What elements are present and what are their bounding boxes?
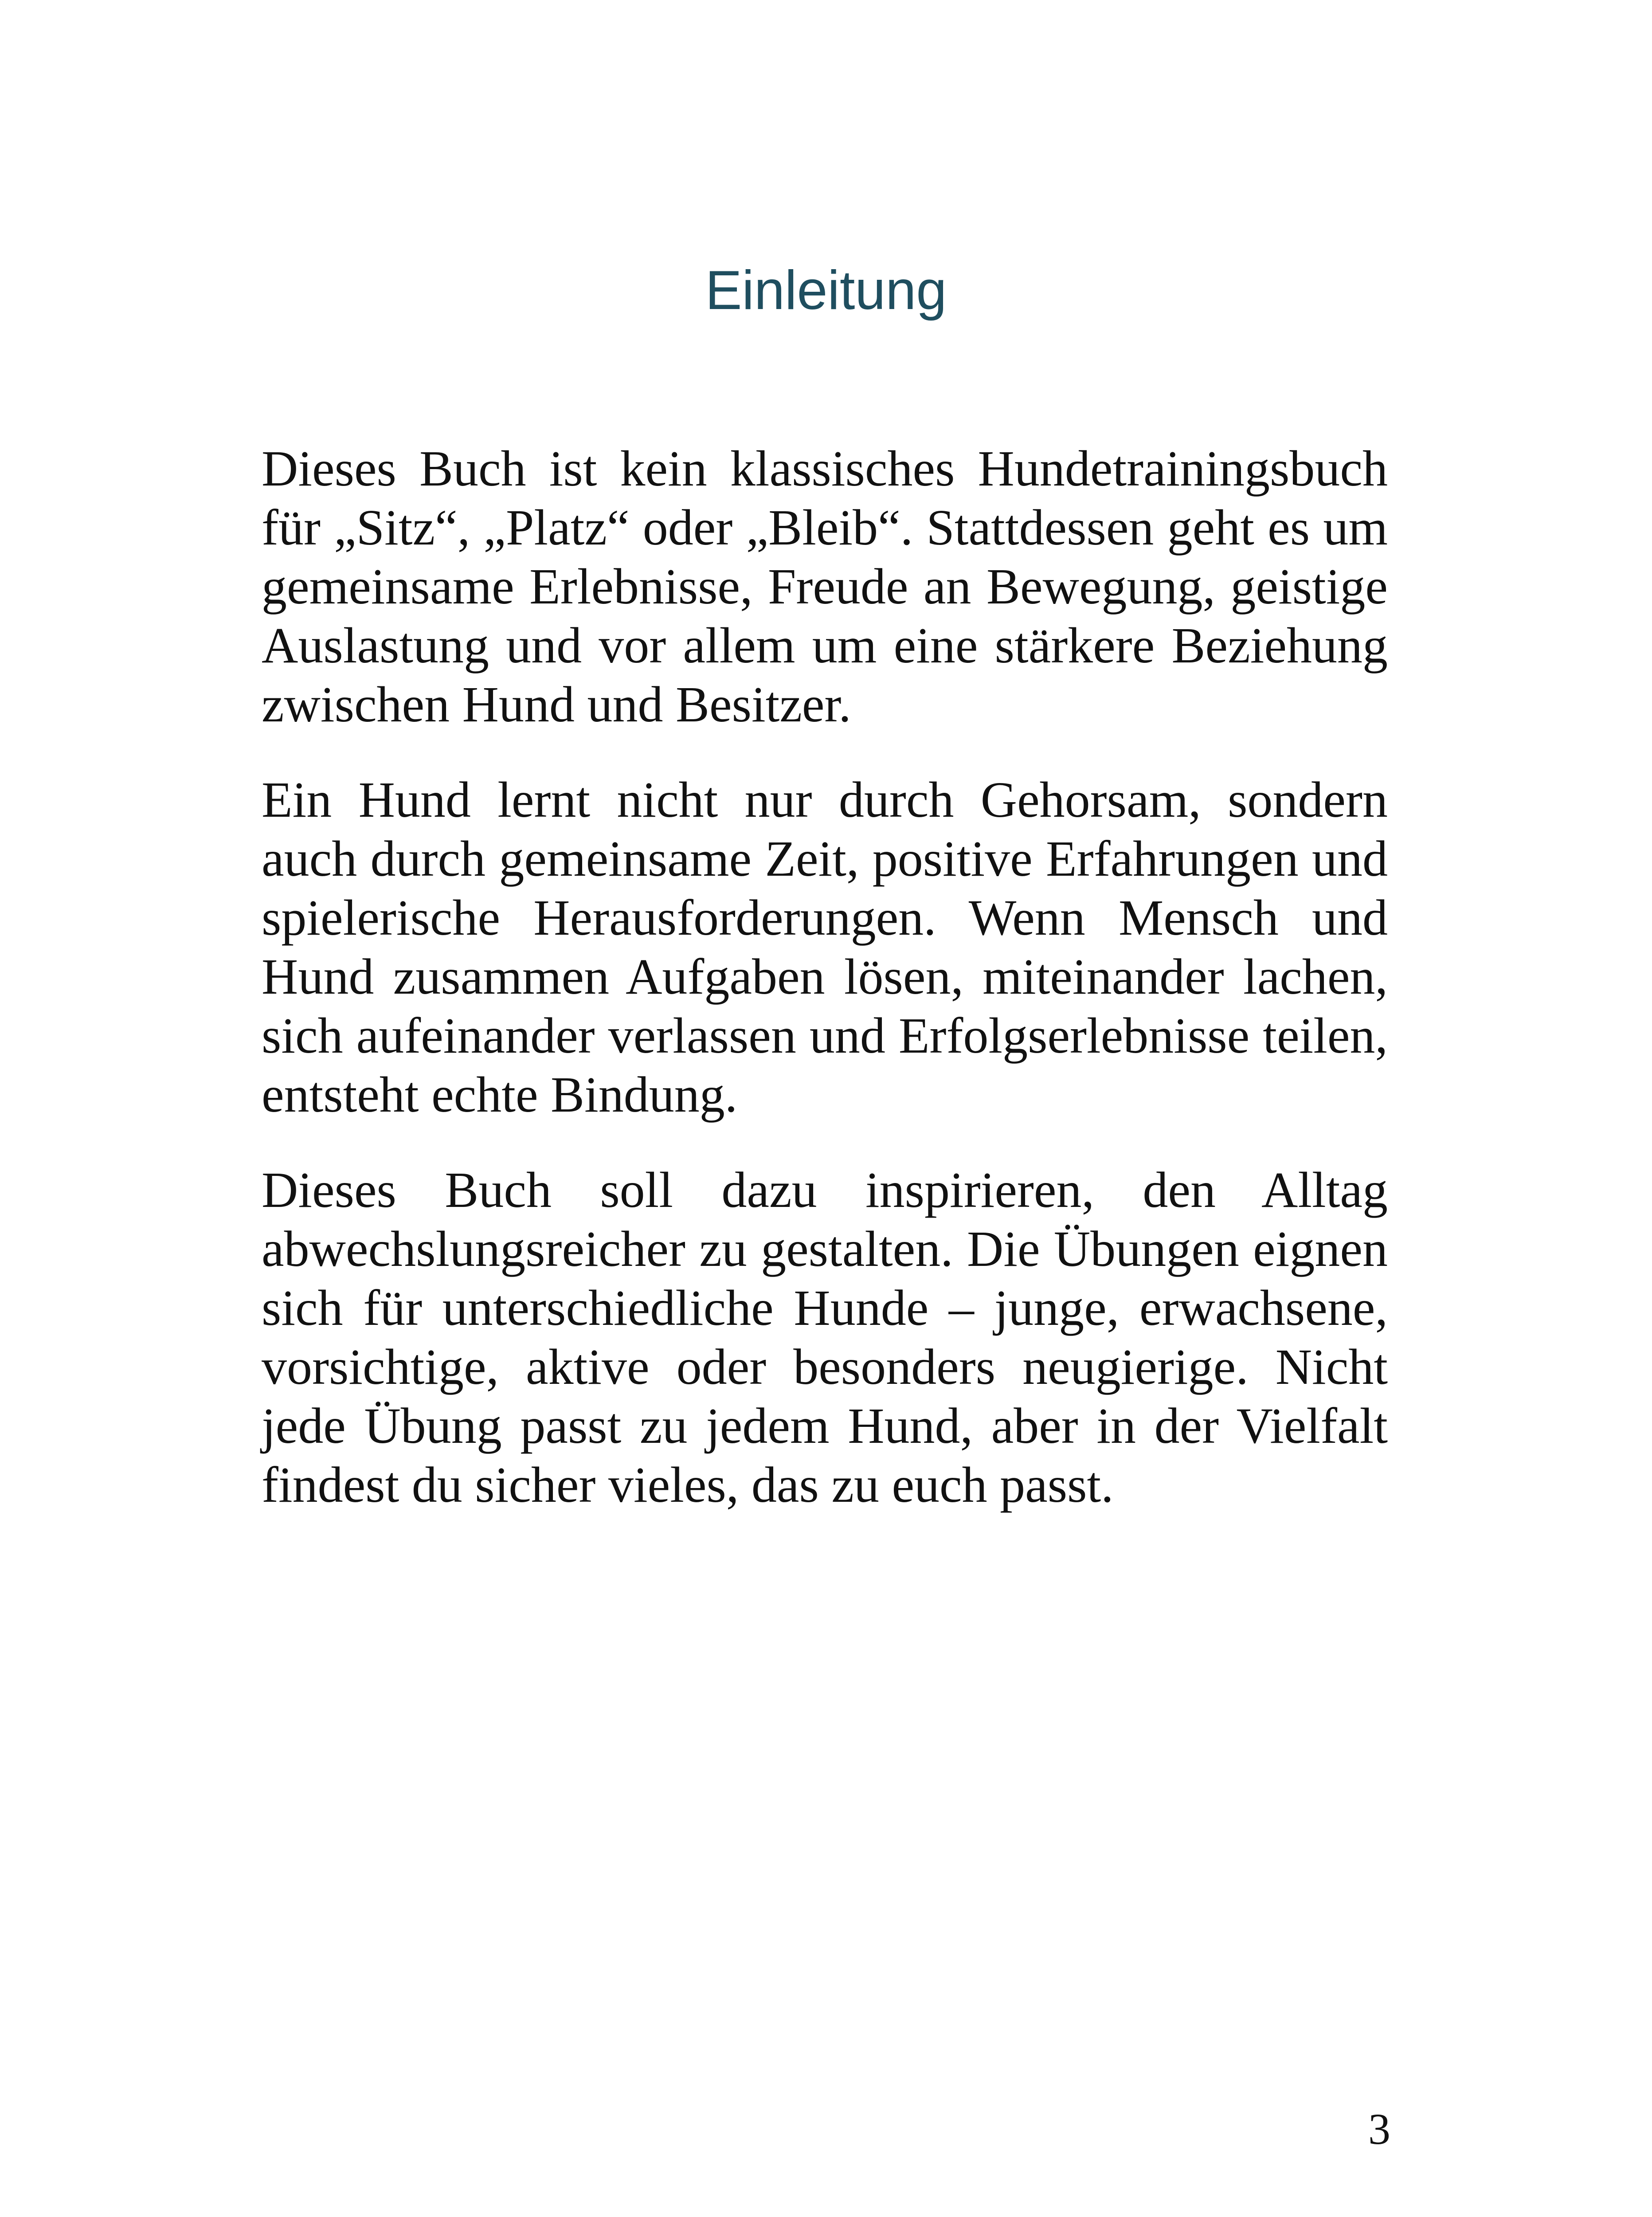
page-number: 3: [1368, 2104, 1390, 2154]
body-text: [262, 439, 1388, 1551]
chapter-title: Einleitung: [705, 260, 947, 321]
paragraph-3: Dieses Buch soll dazu inspirieren, den Alltag abwechslungsreicher zu gestalten. Die Übungen eignen sich für unterschiedliche Hunde – junge, erwachsene, vorsichtige, aktive oder besonders neugierige. Nicht jede Übung passt zu jedem Hund, aber in der Vielfalt findest du sicher vieles, das zu euch passt.: [262, 1162, 1388, 1513]
paragraph-2: Ein Hund lernt nicht nur durch Gehorsam, sondern auch durch gemeinsame Zeit, positive Erfahrungen und spielerische Herausforderungen. Wenn Mensch und Hund zusammen Aufgaben lösen, miteinander lachen, sich aufeinander verlassen und Erfolgserlebnisse teilen, entsteht echte Bindung.: [262, 772, 1388, 1123]
paragraph-1: Dieses Buch ist kein klassisches Hundetrainingsbuch für „Sitz“, „Platz“ oder „Bleib“. Stattdessen geht es um gemeinsame Erlebnisse, Freude an Bewegung, geistige Auslastung und vor allem um eine stärkere Beziehung zwischen Hund und Besitzer.: [262, 440, 1388, 732]
